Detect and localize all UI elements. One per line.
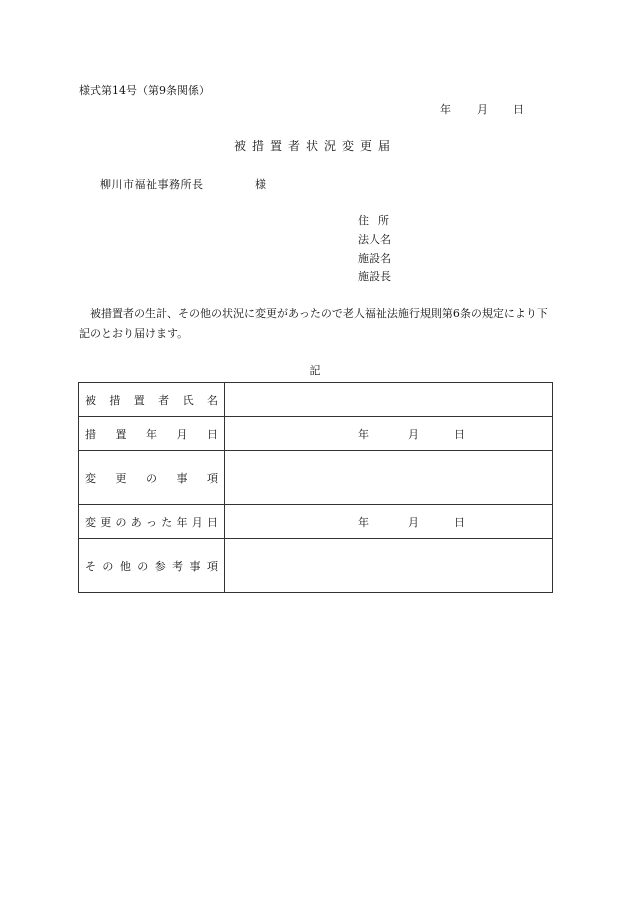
change-items-field[interactable] <box>225 451 553 505</box>
document-title: 被措置者状況変更届 <box>233 139 396 153</box>
honorific: 様 <box>255 178 266 191</box>
date-month-label: 月 <box>477 103 488 116</box>
row-label <box>79 451 225 505</box>
sender-address-label: 住所 <box>358 214 398 227</box>
sender-facility-label: 施設名 <box>358 252 391 265</box>
table-row <box>79 383 553 417</box>
form-number: 様式第14号（第9条関係） <box>79 84 210 97</box>
table-row <box>79 451 553 505</box>
label-other-notes: そ の 他 の 参 考 事 項 <box>85 559 218 573</box>
other-notes-field[interactable] <box>225 539 553 593</box>
month-label: 月 <box>408 515 419 529</box>
row-label <box>79 417 225 451</box>
year-label: 年 <box>358 427 369 441</box>
row-label <box>79 383 225 417</box>
body-text: 被措置者の生計、その他の状況に変更があったので老人福祉法施行規則第6条の規定により下記のとおり届けます。 <box>79 307 548 340</box>
sender-corporation-label: 法人名 <box>358 233 391 246</box>
details-table <box>78 382 553 593</box>
label-insured-name: 被 措 置 者 氏 名 <box>85 393 218 407</box>
addressee: 柳川市福祉事務所長 <box>100 178 204 191</box>
date-day-label: 日 <box>513 103 524 116</box>
day-label: 日 <box>454 515 465 529</box>
placement-date-field[interactable] <box>225 417 553 451</box>
insured-name-field[interactable] <box>225 383 553 417</box>
label-change-date: 変 更 の あ っ た 年 月 日 <box>85 515 218 529</box>
year-label: 年 <box>358 515 369 529</box>
day-label: 日 <box>454 427 465 441</box>
label-change-items: 変 更 の 事 項 <box>85 471 218 485</box>
ki-heading: 記 <box>309 364 321 377</box>
month-label: 月 <box>408 427 419 441</box>
row-label <box>79 539 225 593</box>
row-label <box>79 505 225 539</box>
table-row <box>79 539 553 593</box>
table-row <box>79 417 553 451</box>
label-placement-date: 措 置 年 月 日 <box>85 427 218 441</box>
date-year-label: 年 <box>440 103 451 116</box>
change-date-field[interactable] <box>225 505 553 539</box>
table-row <box>79 505 553 539</box>
sender-facility-head-label: 施設長 <box>358 270 391 283</box>
